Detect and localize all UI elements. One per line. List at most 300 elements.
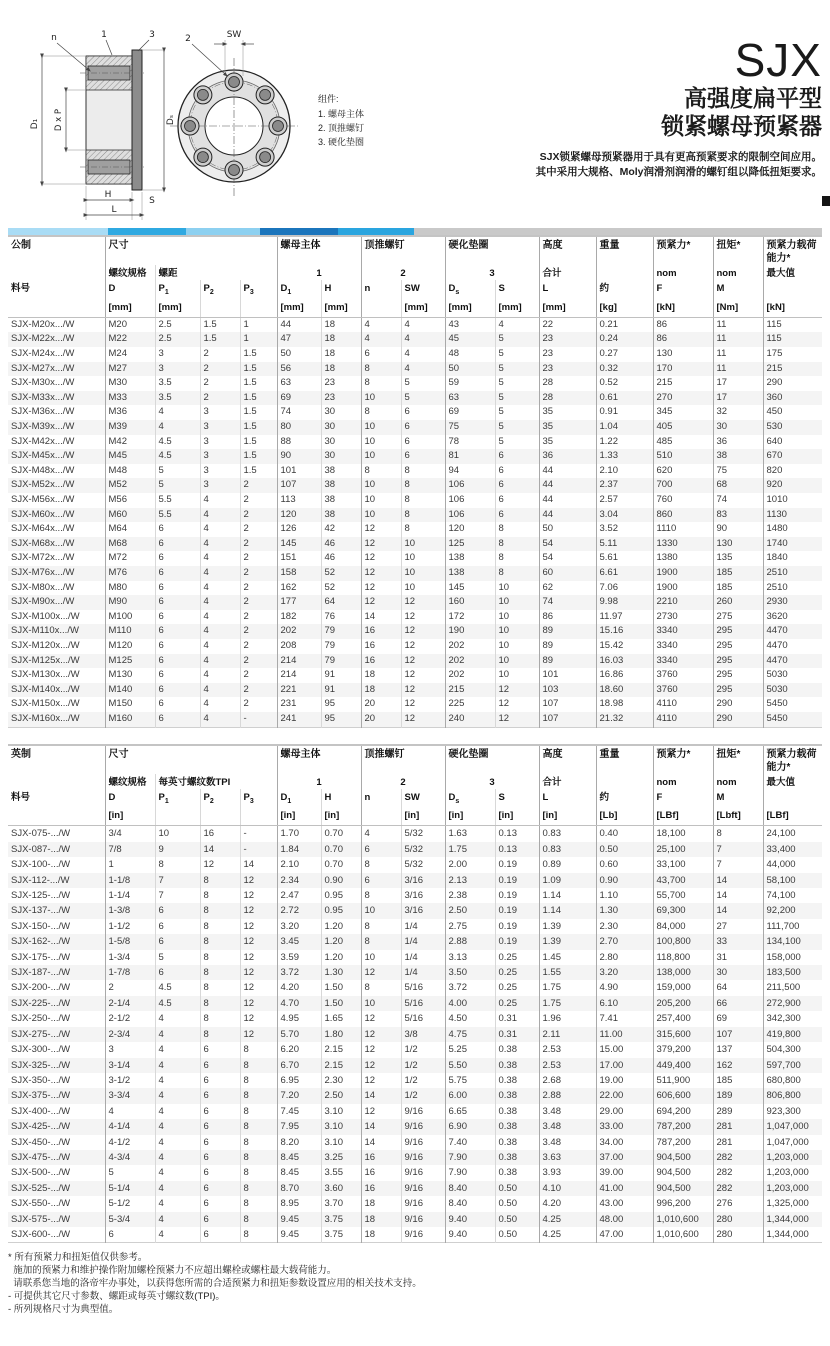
- value-cell: 2.5: [155, 332, 200, 347]
- part-number-cell: SJX-325-.../W: [8, 1058, 105, 1073]
- unit-cell: [Nm]: [713, 299, 763, 318]
- value-cell: 787,200: [653, 1119, 713, 1134]
- value-cell: 0.50: [495, 1212, 539, 1227]
- value-cell: 44: [539, 508, 596, 523]
- value-cell: 4: [200, 639, 240, 654]
- value-cell: 6: [155, 712, 200, 727]
- value-cell: 0.25: [495, 965, 539, 980]
- value-cell: 5: [495, 405, 539, 420]
- value-cell: 2-1/4: [105, 996, 155, 1011]
- value-cell: 0.38: [495, 1042, 539, 1057]
- value-cell: 3.04: [596, 508, 653, 523]
- value-cell: 214: [277, 654, 321, 669]
- group-capacity: 预紧力载荷能力*: [763, 745, 822, 774]
- value-cell: 0.89: [539, 857, 596, 872]
- part-number-cell: SJX-425-.../W: [8, 1119, 105, 1134]
- part-number-cell: SJX-150-.../W: [11, 920, 71, 932]
- value-cell: 6: [495, 478, 539, 493]
- table-row: [8, 1011, 822, 1026]
- value-cell: 2: [200, 362, 240, 377]
- value-cell: 5: [155, 464, 200, 479]
- group-nut-body: 螺母主体: [277, 236, 361, 265]
- list-item: - 所列规格尺寸为典型值。: [8, 1304, 119, 1316]
- value-cell: 8: [240, 1227, 277, 1243]
- value-cell: 23: [321, 391, 361, 406]
- value-cell: 2: [240, 595, 277, 610]
- value-cell: 2.11: [539, 1027, 596, 1042]
- value-cell: 79: [321, 624, 361, 639]
- value-cell: 0.19: [495, 873, 539, 888]
- value-cell: 215: [445, 683, 495, 698]
- value-cell: 11: [713, 362, 763, 377]
- table-row: [8, 996, 822, 1011]
- value-cell: 6: [401, 435, 445, 450]
- value-cell: 2: [240, 639, 277, 654]
- value-cell: 3.55: [321, 1165, 361, 1180]
- value-cell: 10: [495, 624, 539, 639]
- table-row: [8, 1212, 822, 1227]
- value-cell: 12: [495, 697, 539, 712]
- value-cell: 6: [155, 639, 200, 654]
- sub-header-row: [8, 265, 822, 280]
- unit-cell: [mm]: [445, 299, 495, 318]
- value-cell: 8: [361, 934, 401, 949]
- value-cell: 66: [713, 996, 763, 1011]
- value-cell: 48: [445, 347, 495, 362]
- value-cell: 4: [200, 522, 240, 537]
- value-cell: 14: [361, 1135, 401, 1150]
- value-cell: 30: [321, 420, 361, 435]
- value-cell: 7: [713, 857, 763, 872]
- unit-cell: [in]: [277, 807, 321, 826]
- value-cell: 1,010,600: [653, 1227, 713, 1243]
- value-cell: 1: [105, 857, 155, 872]
- value-cell: 10: [361, 996, 401, 1011]
- value-cell: 81: [445, 449, 495, 464]
- value-cell: 1.04: [596, 420, 653, 435]
- value-cell: 2: [240, 654, 277, 669]
- value-cell: 0.19: [495, 934, 539, 949]
- value-cell: 5450: [763, 712, 822, 727]
- value-cell: 1.10: [596, 888, 653, 903]
- value-cell: 4: [200, 493, 240, 508]
- value-cell: 18: [321, 317, 361, 332]
- value-cell: M140: [105, 683, 155, 698]
- value-cell: 64: [321, 595, 361, 610]
- value-cell: 7.45: [277, 1104, 321, 1119]
- value-cell: 6.70: [277, 1058, 321, 1073]
- value-cell: 0.19: [495, 903, 539, 918]
- value-cell: 8: [240, 1150, 277, 1165]
- value-cell: 18: [361, 1227, 401, 1243]
- value-cell: 111,700: [763, 919, 822, 934]
- value-cell: 16: [200, 826, 240, 842]
- value-cell: 1.70: [277, 826, 321, 842]
- value-cell: 8: [240, 1058, 277, 1073]
- value-cell: 4: [155, 1058, 200, 1073]
- value-cell: 4.10: [539, 1181, 596, 1196]
- value-cell: 1/4: [401, 934, 445, 949]
- value-cell: 0.32: [596, 362, 653, 377]
- part-number-cell: SJX-M150x.../W: [11, 698, 80, 710]
- value-cell: 18: [361, 1196, 401, 1211]
- value-cell: 1,047,000: [763, 1119, 822, 1134]
- dim-label-sw: SW: [226, 30, 242, 40]
- part-number-cell: SJX-275-.../W: [8, 1027, 105, 1042]
- value-cell: 2-3/4: [105, 1027, 155, 1042]
- value-cell: 1.5: [240, 420, 277, 435]
- value-cell: 1.30: [321, 965, 361, 980]
- group-torque: 扭矩*: [713, 236, 763, 265]
- dim-label-d1: D₁: [30, 118, 40, 130]
- value-cell: 138: [445, 551, 495, 566]
- value-cell: 86: [653, 332, 713, 347]
- value-cell: 107: [539, 697, 596, 712]
- value-cell: 8: [361, 919, 401, 934]
- value-cell: 6: [200, 1119, 240, 1134]
- value-cell: 31: [713, 950, 763, 965]
- value-cell: 11: [713, 332, 763, 347]
- value-cell: 8: [200, 996, 240, 1011]
- callout-1: 1: [101, 30, 107, 40]
- table-row: [8, 712, 822, 727]
- value-cell: -: [240, 712, 277, 727]
- value-cell: 4: [401, 347, 445, 362]
- value-cell: 2.30: [596, 919, 653, 934]
- value-cell: 1/4: [401, 919, 445, 934]
- value-cell: 11: [713, 347, 763, 362]
- value-cell: 189: [713, 1088, 763, 1103]
- value-cell: 2510: [763, 581, 822, 596]
- value-cell: 74: [539, 595, 596, 610]
- value-cell: 3/16: [401, 903, 445, 918]
- value-cell: 145: [445, 581, 495, 596]
- value-cell: M24: [105, 347, 155, 362]
- value-cell: M45: [105, 449, 155, 464]
- value-cell: 2: [200, 391, 240, 406]
- unit-cell: [in]: [539, 807, 596, 826]
- value-cell: 9.40: [445, 1212, 495, 1227]
- table-row: [8, 1227, 822, 1243]
- group-height: 高度: [539, 236, 596, 265]
- value-cell: 1.20: [321, 934, 361, 949]
- table-row: [8, 420, 822, 435]
- value-cell: M120: [105, 639, 155, 654]
- value-cell: 23: [539, 362, 596, 377]
- value-cell: 90: [713, 522, 763, 537]
- value-cell: M160: [105, 712, 155, 727]
- value-cell: 240: [445, 712, 495, 727]
- value-cell: 6: [200, 1042, 240, 1057]
- table-row: [8, 405, 822, 420]
- value-cell: 9.45: [277, 1212, 321, 1227]
- table-row: [8, 362, 822, 377]
- value-cell: 1-1/2: [105, 919, 155, 934]
- part-number-cell: SJX-M130x.../W: [11, 669, 80, 681]
- value-cell: 1010: [763, 493, 822, 508]
- value-cell: 0.31: [495, 1027, 539, 1042]
- value-cell: 345: [653, 405, 713, 420]
- value-cell: 50: [539, 522, 596, 537]
- value-cell: 4470: [763, 654, 822, 669]
- value-cell: 14: [713, 888, 763, 903]
- value-cell: 80: [277, 420, 321, 435]
- value-cell: 4110: [653, 712, 713, 727]
- value-cell: 2: [240, 493, 277, 508]
- value-cell: 63: [445, 391, 495, 406]
- value-cell: 3.75: [321, 1227, 361, 1243]
- value-cell: 4: [361, 332, 401, 347]
- value-cell: 6: [155, 934, 200, 949]
- dim-label-l: L: [111, 205, 117, 215]
- part-number-cell: SJX-300-.../W: [11, 1044, 71, 1056]
- value-cell: 41.00: [596, 1181, 653, 1196]
- value-cell: 3: [200, 449, 240, 464]
- group-weight: 重量: [596, 236, 653, 265]
- table-row: [8, 654, 822, 669]
- value-cell: 44: [539, 493, 596, 508]
- part-number-cell: SJX-500-.../W: [11, 1167, 71, 1179]
- value-cell: 6: [155, 610, 200, 625]
- value-cell: 5: [495, 347, 539, 362]
- value-cell: 1.75: [445, 842, 495, 857]
- value-cell: 6: [495, 493, 539, 508]
- unit-cell: [8, 807, 105, 826]
- value-cell: 1740: [763, 537, 822, 552]
- value-cell: 25,100: [653, 842, 713, 857]
- value-cell: 18,100: [653, 826, 713, 842]
- value-cell: 6: [401, 449, 445, 464]
- value-cell: 270: [653, 391, 713, 406]
- callout-n: n: [51, 33, 57, 43]
- unit-cell: [200, 299, 240, 318]
- value-cell: 2: [240, 537, 277, 552]
- value-cell: 4: [495, 317, 539, 332]
- value-cell: 158,000: [763, 950, 822, 965]
- value-cell: 12: [240, 996, 277, 1011]
- part-number-cell: SJX-350-.../W: [11, 1074, 71, 1086]
- value-cell: 5: [495, 420, 539, 435]
- value-cell: 3.59: [277, 950, 321, 965]
- value-cell: 1.45: [539, 950, 596, 965]
- value-cell: 4: [155, 1119, 200, 1134]
- part-number-cell: SJX-475-.../W: [8, 1150, 105, 1165]
- value-cell: 3.48: [539, 1119, 596, 1134]
- value-cell: 1900: [653, 566, 713, 581]
- table-row: [8, 1135, 822, 1150]
- value-cell: 1/2: [401, 1088, 445, 1103]
- value-cell: 12: [240, 950, 277, 965]
- value-cell: 3.5: [155, 376, 200, 391]
- value-cell: 4: [155, 405, 200, 420]
- part-number-cell: SJX-200-.../W: [11, 982, 71, 994]
- unit-cell: [240, 807, 277, 826]
- value-cell: 18: [321, 362, 361, 377]
- value-cell: 78: [445, 435, 495, 450]
- value-cell: 12: [361, 1073, 401, 1088]
- value-cell: 10: [361, 478, 401, 493]
- part-number-cell: SJX-M56x.../W: [11, 494, 75, 506]
- footnotes: [8, 1251, 822, 1316]
- value-cell: 1: [240, 332, 277, 347]
- value-cell: 4: [155, 1104, 200, 1119]
- value-cell: 8: [155, 857, 200, 872]
- value-cell: 449,400: [653, 1058, 713, 1073]
- value-cell: 1.5: [240, 391, 277, 406]
- unit-cell: [361, 299, 401, 318]
- value-cell: 4: [200, 581, 240, 596]
- value-cell: 52: [321, 566, 361, 581]
- washer-number: 3: [445, 265, 539, 280]
- part-number-cell: SJX-M39x.../W: [8, 420, 105, 435]
- value-cell: 4: [200, 697, 240, 712]
- value-cell: 3-3/4: [105, 1088, 155, 1103]
- units-header-row: [8, 807, 822, 826]
- value-cell: 4: [155, 1011, 200, 1026]
- value-cell: 2.38: [445, 888, 495, 903]
- value-cell: 47: [277, 332, 321, 347]
- value-cell: 1,010,600: [653, 1212, 713, 1227]
- value-cell: 8: [495, 522, 539, 537]
- part-number-cell: SJX-M52x.../W: [8, 478, 105, 493]
- value-cell: 30: [321, 435, 361, 450]
- table-row: [8, 376, 822, 391]
- value-cell: 4: [155, 1181, 200, 1196]
- unit-cell: [mm]: [105, 299, 155, 318]
- value-cell: 6: [200, 1104, 240, 1119]
- value-cell: 14: [361, 610, 401, 625]
- value-cell: 86: [539, 610, 596, 625]
- value-cell: 1.5: [240, 435, 277, 450]
- part-number-cell: SJX-375-.../W: [8, 1088, 105, 1103]
- value-cell: 22: [539, 317, 596, 332]
- value-cell: 3760: [653, 683, 713, 698]
- value-cell: 450: [763, 405, 822, 420]
- value-cell: 6: [200, 1212, 240, 1227]
- value-cell: 12: [361, 1042, 401, 1057]
- value-cell: 0.38: [495, 1119, 539, 1134]
- value-cell: 21.32: [596, 712, 653, 727]
- value-cell: 225: [445, 697, 495, 712]
- value-cell: 0.13: [495, 842, 539, 857]
- table-row: [8, 1058, 822, 1073]
- value-cell: 15.00: [596, 1042, 653, 1057]
- value-cell: 42: [321, 522, 361, 537]
- value-cell: 2.57: [596, 493, 653, 508]
- value-cell: 15.42: [596, 639, 653, 654]
- value-cell: 30: [713, 420, 763, 435]
- value-cell: 4: [155, 1212, 200, 1227]
- value-cell: 4: [361, 317, 401, 332]
- value-cell: 12: [240, 980, 277, 995]
- value-cell: 1.30: [596, 903, 653, 918]
- value-cell: 14: [200, 842, 240, 857]
- part-number-cell: SJX-162-.../W: [8, 934, 105, 949]
- value-cell: 3.48: [539, 1104, 596, 1119]
- table-row: [8, 697, 822, 712]
- value-cell: 202: [445, 639, 495, 654]
- value-cell: 12: [240, 965, 277, 980]
- value-cell: 137: [713, 1042, 763, 1057]
- value-cell: 10: [361, 508, 401, 523]
- value-cell: 2.34: [277, 873, 321, 888]
- part-number-cell: SJX-M68x.../W: [8, 537, 105, 552]
- value-cell: 2: [240, 624, 277, 639]
- value-cell: 4: [200, 624, 240, 639]
- value-cell: 3.48: [539, 1135, 596, 1150]
- value-cell: 12: [401, 595, 445, 610]
- color-segment: [108, 228, 186, 235]
- value-cell: 18: [361, 683, 401, 698]
- value-cell: 9/16: [401, 1227, 445, 1243]
- value-cell: 1.33: [596, 449, 653, 464]
- value-cell: 6: [200, 1073, 240, 1088]
- value-cell: 12: [361, 1027, 401, 1042]
- part-number-cell: SJX-M24x.../W: [11, 348, 75, 360]
- value-cell: 18: [361, 1212, 401, 1227]
- value-cell: 2.5: [155, 317, 200, 332]
- value-cell: 0.38: [495, 1104, 539, 1119]
- value-cell: 4: [200, 668, 240, 683]
- value-cell: 17.00: [596, 1058, 653, 1073]
- value-cell: 8: [240, 1135, 277, 1150]
- value-cell: 606,600: [653, 1088, 713, 1103]
- unit-cell: [in]: [105, 807, 155, 826]
- value-cell: 670: [763, 449, 822, 464]
- nut-body-number: 1: [277, 774, 361, 789]
- value-cell: 37.00: [596, 1150, 653, 1165]
- value-cell: 90: [277, 449, 321, 464]
- value-cell: 9.98: [596, 595, 653, 610]
- value-cell: 8: [240, 1165, 277, 1180]
- value-cell: 4: [155, 1042, 200, 1057]
- value-cell: 6: [401, 420, 445, 435]
- group-capacity: 预紧力载荷能力*: [763, 236, 822, 265]
- value-cell: 996,200: [653, 1196, 713, 1211]
- value-cell: 2: [240, 668, 277, 683]
- table-row: [8, 1042, 822, 1057]
- value-cell: 1.14: [539, 903, 596, 918]
- value-cell: 2: [105, 980, 155, 995]
- table-row: [8, 522, 822, 537]
- value-cell: 4-1/4: [105, 1119, 155, 1134]
- part-number-cell: SJX-250-.../W: [11, 1013, 71, 1025]
- value-cell: 10: [495, 581, 539, 596]
- value-cell: 14: [713, 903, 763, 918]
- value-cell: 6: [155, 903, 200, 918]
- value-cell: 315,600: [653, 1027, 713, 1042]
- value-cell: 5/16: [401, 980, 445, 995]
- value-cell: 6: [401, 405, 445, 420]
- value-cell: 46: [321, 551, 361, 566]
- value-cell: 3.72: [445, 980, 495, 995]
- value-cell: 54: [539, 551, 596, 566]
- value-cell: M27: [105, 362, 155, 377]
- value-cell: 3.20: [277, 919, 321, 934]
- value-cell: 7/8: [105, 842, 155, 857]
- value-cell: 8: [401, 493, 445, 508]
- value-cell: 5: [495, 376, 539, 391]
- table-row: [8, 1181, 822, 1196]
- part-number-cell: SJX-M72x.../W: [11, 552, 75, 564]
- value-cell: 281: [713, 1135, 763, 1150]
- value-cell: 44: [539, 478, 596, 493]
- table-row: [8, 493, 822, 508]
- value-cell: 295: [713, 683, 763, 698]
- value-cell: 89: [539, 639, 596, 654]
- value-cell: 7.41: [596, 1011, 653, 1026]
- value-cell: 202: [277, 624, 321, 639]
